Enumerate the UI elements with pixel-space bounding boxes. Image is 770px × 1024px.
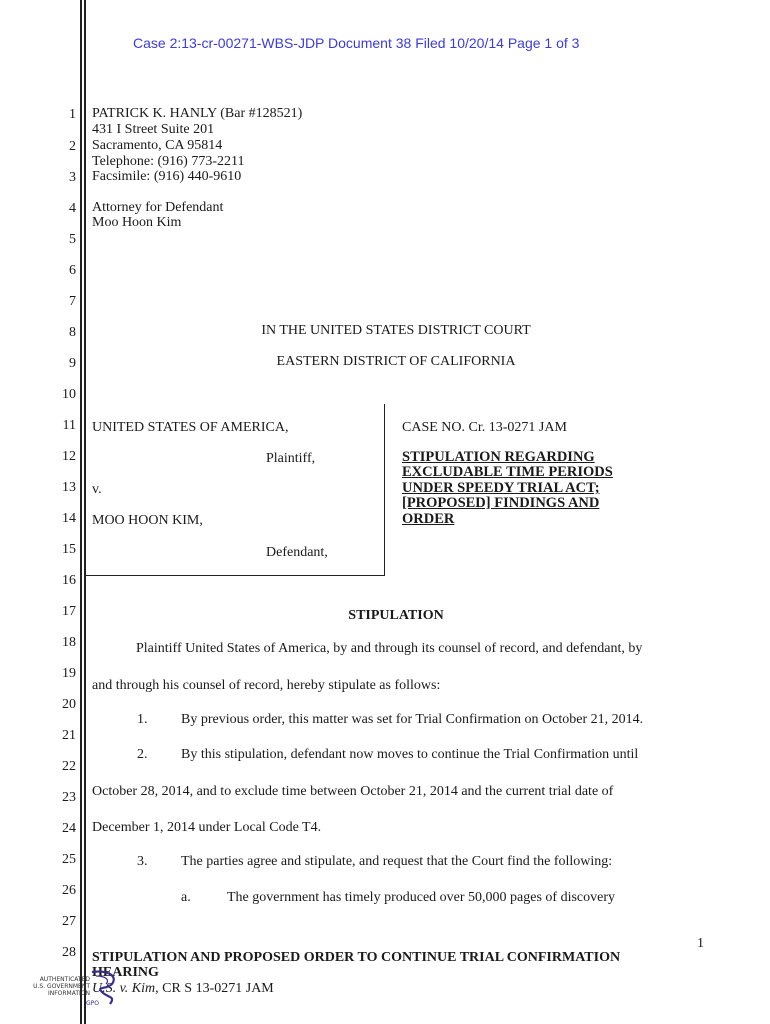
line-number: 3 xyxy=(69,170,76,185)
seal-line: U.S. GOVERNMENT xyxy=(33,983,90,990)
item-1-text: By previous order, this matter was set for Trial Confirmation on October 21, 2014. xyxy=(181,712,644,727)
line-number: 2 xyxy=(69,139,76,154)
line-number: 19 xyxy=(62,666,76,681)
line-number: 13 xyxy=(62,480,76,495)
line-number: 23 xyxy=(62,790,76,805)
line-number: 22 xyxy=(62,759,76,774)
attorney-client: Moo Hoon Kim xyxy=(92,215,182,230)
line-number: 17 xyxy=(62,604,76,619)
line-number: 9 xyxy=(69,356,76,371)
document-title-line: STIPULATION REGARDING xyxy=(402,449,595,465)
item-3a-number: a. xyxy=(181,890,191,905)
caption-divider-rule xyxy=(384,404,385,576)
seal-text xyxy=(30,976,90,997)
court-name: IN THE UNITED STATES DISTRICT COURT xyxy=(261,323,531,338)
line-number: 26 xyxy=(62,883,76,898)
caption-defendant-role: Defendant, xyxy=(266,545,328,560)
seal-line: AUTHENTICATED xyxy=(39,976,90,983)
document-title-line: ORDER xyxy=(402,511,455,527)
line-number: 10 xyxy=(62,387,76,402)
line-number: 24 xyxy=(62,821,76,836)
document-title-line: UNDER SPEEDY TRIAL ACT; xyxy=(402,480,600,496)
footer-title: STIPULATION AND PROPOSED ORDER TO CONTINUE TRIAL CONFIRMATION xyxy=(92,950,621,965)
caption-defendant: MOO HOON KIM, xyxy=(92,513,203,528)
seal-line: INFORMATION xyxy=(47,990,90,997)
margin-rule-outer xyxy=(80,0,82,1024)
seal-gpo-label: GPO xyxy=(86,1000,99,1007)
item-2-line-2: October 28, 2014, and to exclude time between October 21, 2014 and the current trial date of xyxy=(92,784,614,799)
caption-plaintiff-role: Plaintiff, xyxy=(266,451,316,466)
attorney-role: Attorney for Defendant xyxy=(92,200,224,215)
line-number: 20 xyxy=(62,697,76,712)
margin-rule-inner xyxy=(84,0,86,1024)
item-2-number: 2. xyxy=(137,747,148,762)
line-number: 4 xyxy=(69,201,76,216)
page-number: 1 xyxy=(697,936,704,951)
line-number: 1 xyxy=(69,107,76,122)
court-district: EASTERN DISTRICT OF CALIFORNIA xyxy=(276,354,516,369)
line-number: 15 xyxy=(62,542,76,557)
document-title-line: EXCLUDABLE TIME PERIODS xyxy=(402,464,613,480)
document-title-line: [PROPOSED] FINDINGS AND xyxy=(402,495,600,511)
item-3a-text: The government has timely produced over 50,000 pages of discovery xyxy=(227,890,616,905)
caption-bottom-rule xyxy=(86,575,385,576)
line-number: 8 xyxy=(69,325,76,340)
line-number: 18 xyxy=(62,635,76,650)
attorney-name: PATRICK K. HANLY (Bar #128521) xyxy=(92,106,303,121)
line-number: 21 xyxy=(62,728,76,743)
line-number: 7 xyxy=(69,294,76,309)
attorney-telephone: Telephone: (916) 773-2211 xyxy=(92,154,245,169)
paragraph-1-line-1: Plaintiff United States of America, by and through its counsel of record, and defendant, by xyxy=(136,641,643,656)
item-1-number: 1. xyxy=(137,712,148,727)
line-number: 16 xyxy=(62,573,76,588)
stipulation-heading: STIPULATION xyxy=(348,608,444,623)
item-2-line-1: By this stipulation, defendant now moves to continue the Trial Confirmation until xyxy=(181,747,639,762)
attorney-address-line1: 431 I Street Suite 201 xyxy=(92,122,215,137)
line-number: 11 xyxy=(62,418,76,433)
line-number: 27 xyxy=(62,914,76,929)
item-2-line-3: December 1, 2014 under Local Code T4. xyxy=(92,820,322,835)
line-number: 6 xyxy=(69,263,76,278)
caption-versus: v. xyxy=(92,482,102,497)
item-3-number: 3. xyxy=(137,854,148,869)
line-number: 12 xyxy=(62,449,76,464)
line-number: 14 xyxy=(62,511,76,526)
attorney-address-line2: Sacramento, CA 95814 xyxy=(92,138,223,153)
attorney-facsimile: Facsimile: (916) 440-9610 xyxy=(92,169,242,184)
caption-plaintiff: UNITED STATES OF AMERICA, xyxy=(92,420,289,435)
line-number: 5 xyxy=(69,232,76,247)
item-3-text: The parties agree and stipulate, and request that the Court find the following: xyxy=(181,854,613,869)
line-number: 28 xyxy=(62,945,76,960)
paragraph-1-line-2: and through his counsel of record, hereby stipulate as follows: xyxy=(92,678,441,693)
footer-case-name: U.S. v. Kim xyxy=(92,981,156,996)
case-number: CASE NO. Cr. 13-0271 JAM xyxy=(402,420,567,435)
footer-case-number: , CR S 13-0271 JAM xyxy=(155,981,274,996)
line-number: 25 xyxy=(62,852,76,867)
filing-header-stamp: Case 2:13-cr-00271-WBS-JDP Document 38 Filed 10/20/14 Page 1 of 3 xyxy=(133,35,580,51)
footer-title-line-2: HEARING xyxy=(92,965,159,980)
